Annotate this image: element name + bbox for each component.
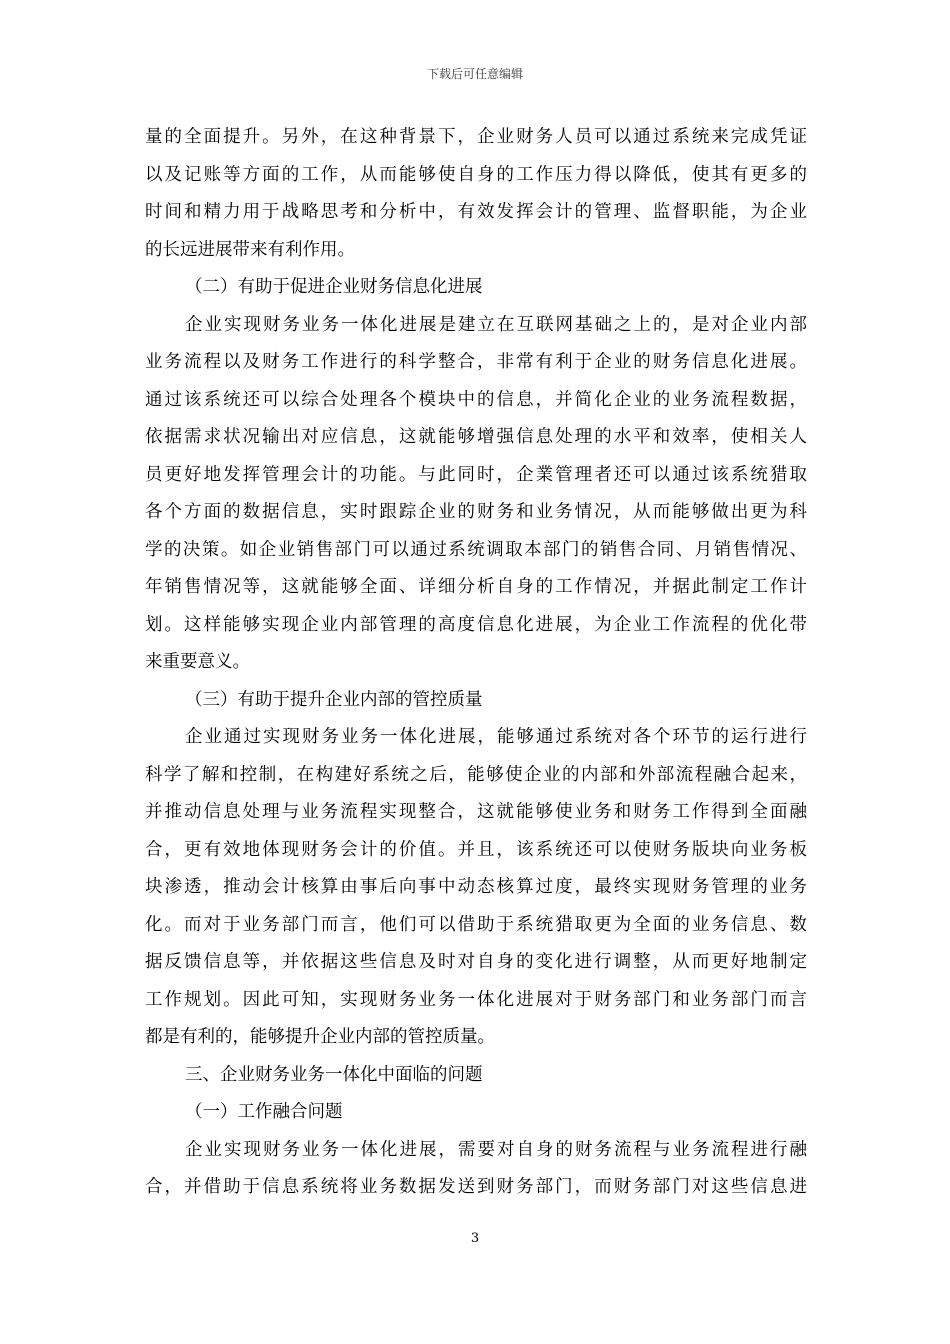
paragraph-line: 员更好地发挥管理会计的功能。与此同时，企業管理者还可以通过该系统猎取 bbox=[145, 464, 807, 485]
paragraph-line: 年销售情况等，这就能够全面、详细分析自身的工作情况，并据此制定工作计 bbox=[145, 577, 807, 597]
paragraph-line: 依据需求状况输出对应信息，这就能够增强信息处理的水平和效率，使相关人 bbox=[145, 427, 807, 447]
page-header-note: 下载后可任意编辑 bbox=[426, 67, 523, 81]
document-body bbox=[145, 119, 807, 1207]
paragraph-line: 时间和精力用于战略思考和分析中，有效发挥会计的管理、监督职能，为企业 bbox=[145, 202, 807, 222]
section-heading: （三）有助于提升企业内部的管控质量 bbox=[185, 689, 483, 710]
paragraph-line: 企业实现财务业务一体化进展是建立在互联网基础之上的，是对企业内部 bbox=[185, 314, 807, 335]
section-heading: 三、企业财务业务一体化中面临的问题 bbox=[185, 1064, 483, 1085]
paragraph-line: 据反馈信息等，并依据这些信息及时对自身的变化进行调整，从而更好地制定 bbox=[145, 952, 807, 972]
page-number: 3 bbox=[470, 1231, 480, 1246]
paragraph-line: 各个方面的数据信息，实时跟踪企业的财务和业务情况，从而能够做出更为科 bbox=[145, 502, 807, 522]
paragraph-line: 合，并借助于信息系统将业务数据发送到财务部门，而财务部门对这些信息进 bbox=[145, 1177, 807, 1197]
paragraph-line: 以及记账等方面的工作，从而能够使自身的工作压力得以降低，使其有更多的 bbox=[145, 164, 807, 185]
paragraph-line: 业务流程以及财务工作进行的科学整合，非常有利于企业的财务信息化进展。 bbox=[145, 352, 807, 372]
paragraph-line: 划。这样能够实现企业内部管理的高度信息化进展，为企业工作流程的优化带 bbox=[145, 614, 807, 635]
paragraph-line: 来重要意义。 bbox=[145, 652, 250, 672]
paragraph-line: 量的全面提升。另外，在这种背景下，企业财务人员可以通过系统来完成凭证 bbox=[145, 127, 807, 147]
paragraph-line: 合，更有效地体现财务会计的价值。并且，该系统还可以使财务版块向业务板 bbox=[145, 839, 807, 860]
section-heading: （一）工作融合问题 bbox=[185, 1102, 343, 1122]
paragraph-line: 化。而对于业务部门而言，他们可以借助于系统猎取更为全面的业务信息、数 bbox=[145, 914, 807, 935]
paragraph-line: 的长远进展带来有利作用。 bbox=[145, 239, 355, 260]
paragraph-line: 企业实现财务业务一体化进展，需要对自身的财务流程与业务流程进行融 bbox=[185, 1139, 807, 1160]
paragraph-line: 通过该系统还可以综合处理各个模块中的信息，并简化企业的业务流程数据， bbox=[145, 389, 807, 410]
paragraph-line: 科学了解和控制，在构建好系统之后，能够使企业的内部和外部流程融合起来， bbox=[145, 764, 807, 785]
paragraph-line: 学的决策。如企业销售部门可以通过系统调取本部门的销售合同、月销售情况、 bbox=[145, 539, 807, 560]
paragraph-line: 块渗透，推动会计核算由事后向事中动态核算过度，最终实现财务管理的业务 bbox=[145, 877, 807, 897]
paragraph-line: 都是有利的，能够提升企业内部的管控质量。 bbox=[145, 1027, 495, 1047]
paragraph-line: 并推动信息处理与业务流程实现整合，这就能够使业务和财务工作得到全面融 bbox=[145, 802, 807, 822]
paragraph-line: 企业通过实现财务业务一体化进展，能够通过系统对各个环节的运行进行 bbox=[185, 727, 807, 747]
section-heading: （二）有助于促进企业财务信息化进展 bbox=[185, 277, 483, 297]
paragraph-line: 工作规划。因此可知，实现财务业务一体化进展对于财务部门和业务部门而言 bbox=[145, 989, 807, 1010]
